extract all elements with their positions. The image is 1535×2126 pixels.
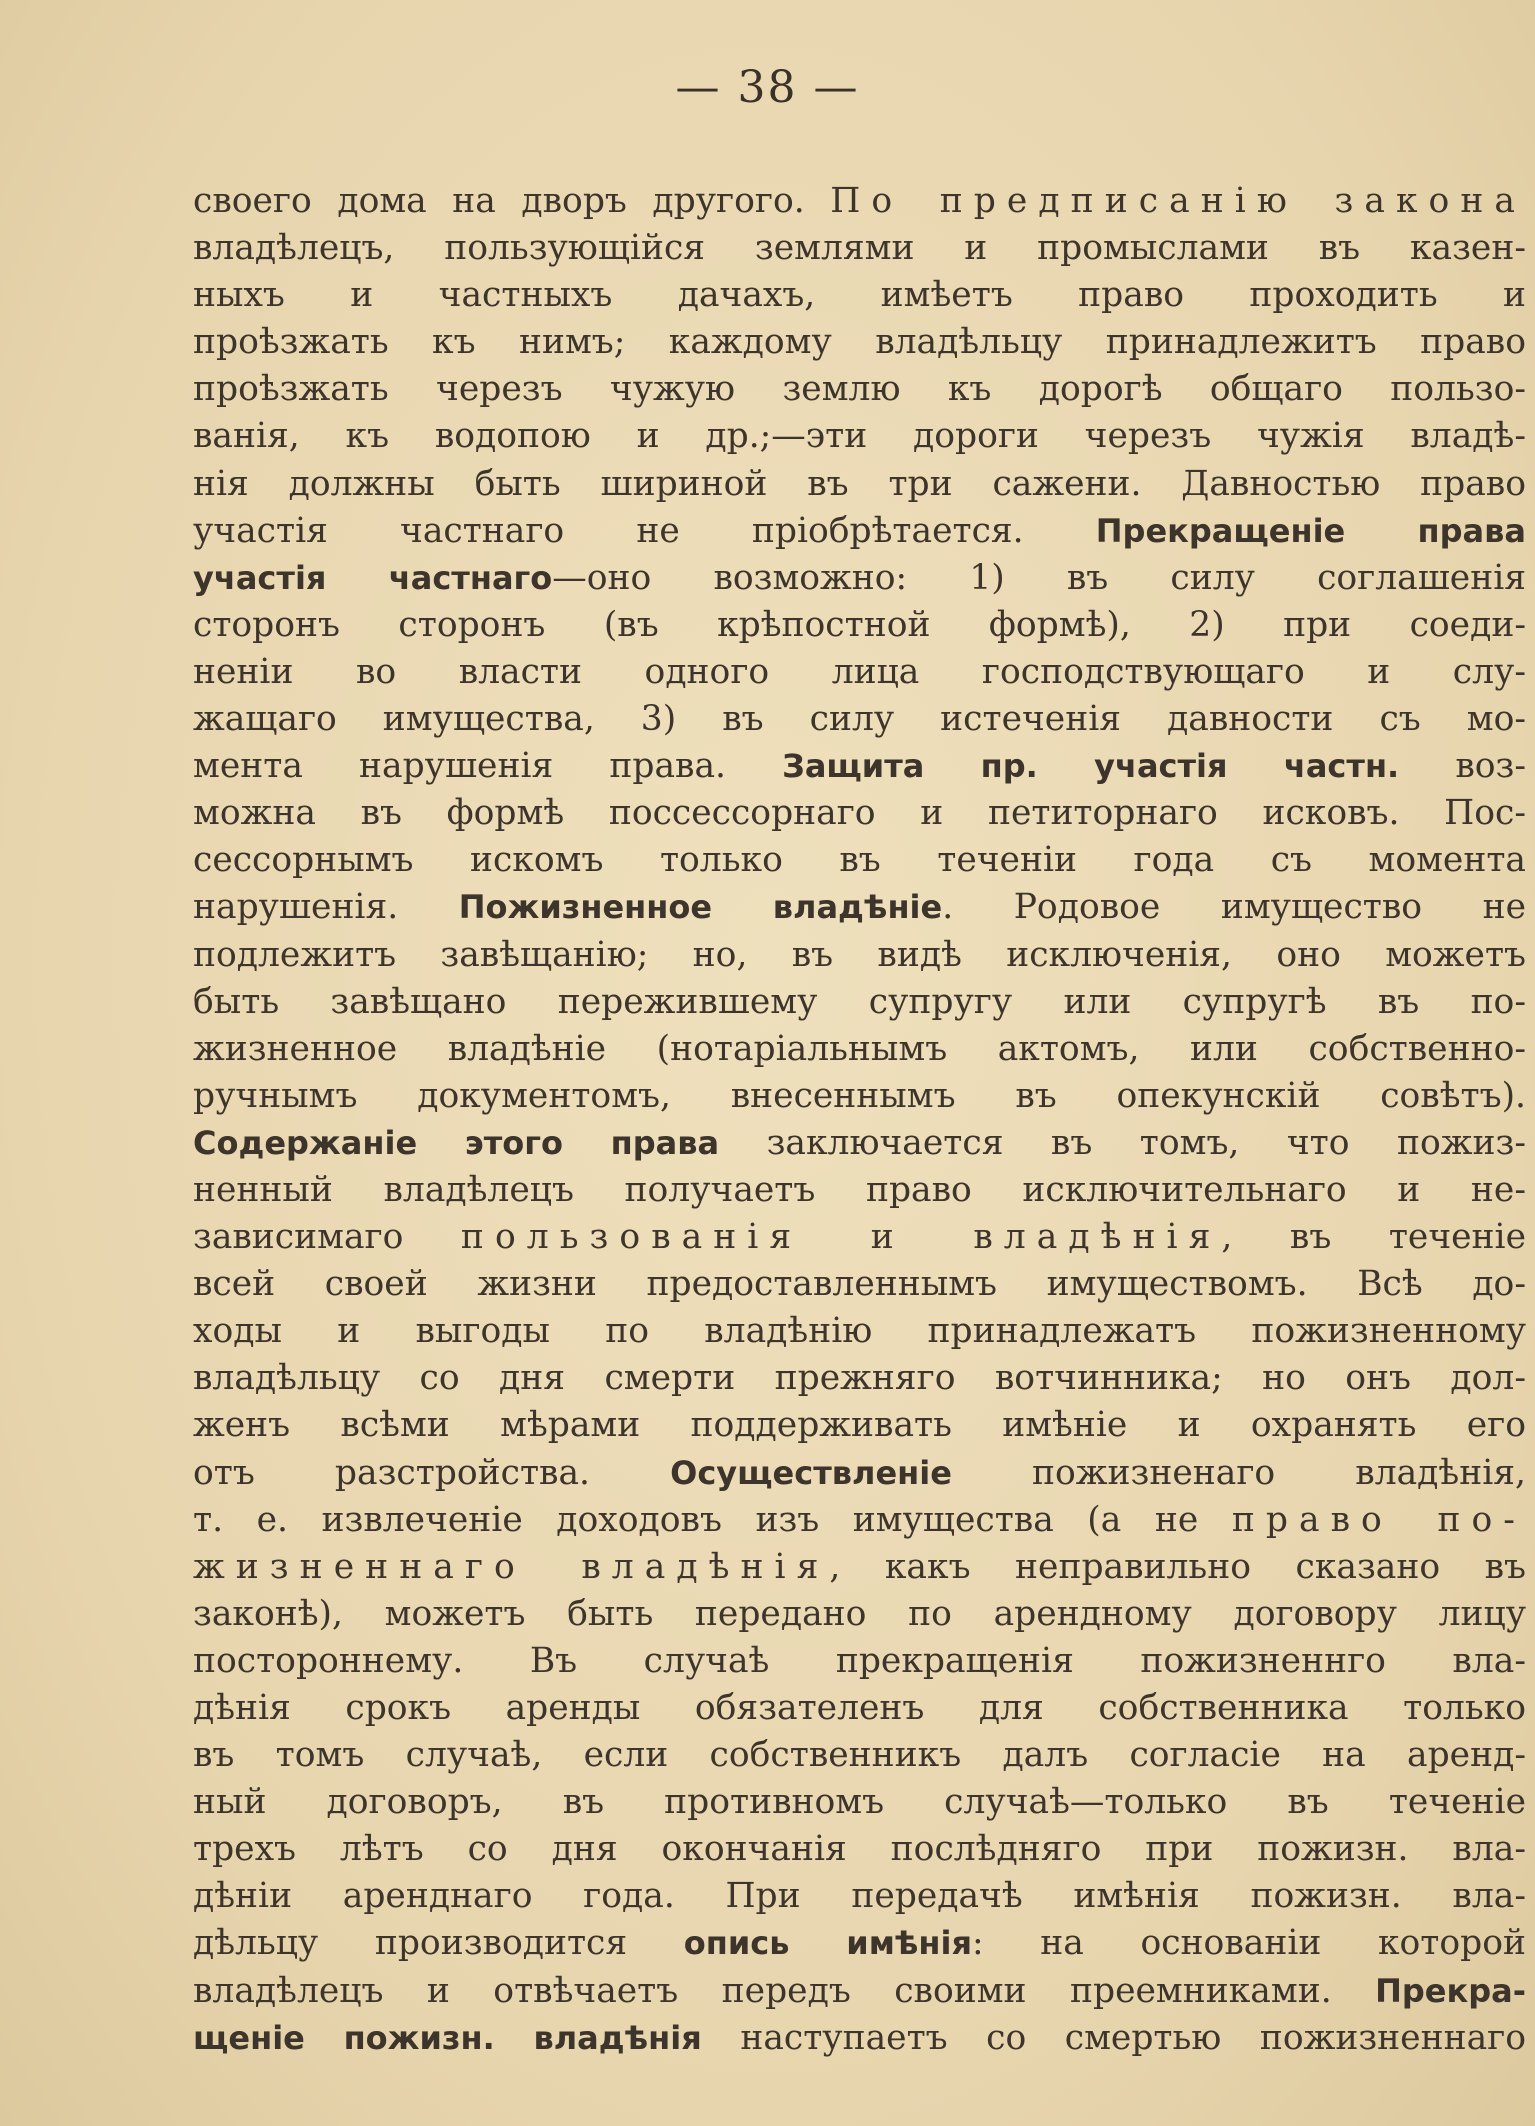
page-number: — 38 —	[675, 62, 860, 113]
body-text	[193, 178, 1526, 2062]
text-line	[193, 225, 1526, 272]
text-line	[193, 1261, 1526, 1308]
text-line	[193, 1544, 1526, 1591]
text-run: ручнымъ документомъ, внесеннымъ въ опекунскій совѣтъ).	[193, 1075, 1526, 1116]
text-line	[193, 1826, 1526, 1873]
text-run: своего дома на дворъ другого.	[193, 181, 831, 221]
text-line	[193, 1402, 1526, 1449]
text-line	[193, 508, 1526, 555]
text-line	[193, 272, 1526, 319]
bold-term: Осуществленіе	[670, 1453, 952, 1492]
text-run: подлежитъ завѣщанію; но, въ видѣ исключенія, оно можетъ	[193, 934, 1526, 975]
bold-term: Пожизненное владѣніе	[458, 888, 943, 927]
bold-term: Содержаніе этого права	[193, 1123, 720, 1162]
text-run: всей своей жизни предоставленнымъ имуществомъ. Всѣ до-	[193, 1264, 1526, 1305]
text-run: отъ разстройства.	[193, 1452, 671, 1493]
text-run: дѣнія срокъ аренды обязателенъ для собственника только	[193, 1688, 1526, 1728]
text-line	[193, 1167, 1526, 1214]
text-run: , въ теченіе	[1221, 1217, 1526, 1258]
text-run: ванія, къ водопою и др.;—эти дороги черезъ чужія владѣ-	[193, 416, 1526, 457]
text-run: дѣльцу производится	[193, 1923, 684, 1964]
text-run: можна въ формѣ поссессорнаго и петиторнаго исковъ. Пос-	[193, 793, 1526, 834]
text-run: заключается въ томъ, что пожиз-	[719, 1122, 1526, 1163]
text-line	[193, 1638, 1526, 1685]
text-line	[193, 1497, 1526, 1544]
text-run: жизненное владѣніе (нотаріальнымъ актомъ, или собственно-	[193, 1028, 1526, 1069]
text-run: ный договоръ, въ противномъ случаѣ—только въ теченіе	[193, 1782, 1526, 1823]
text-line	[193, 979, 1526, 1026]
spaced-emphasis: пользованія и владѣнія	[460, 1217, 1222, 1258]
text-line	[193, 1450, 1526, 1497]
text-run: проѣзжать къ нимъ; каждому владѣльцу принадлежитъ право	[193, 322, 1526, 363]
bold-term: Защита пр. участія частн.	[782, 747, 1400, 786]
text-line	[193, 2015, 1526, 2062]
text-run: воз-	[1399, 746, 1526, 787]
text-line	[193, 1920, 1526, 1967]
text-line	[193, 1591, 1526, 1638]
text-line	[193, 1026, 1526, 1073]
text-line	[193, 1308, 1526, 1355]
spaced-emphasis: По предписанію закона	[830, 181, 1526, 221]
text-run: въ томъ случаѣ, если собственникъ далъ согласіе на аренд-	[193, 1735, 1526, 1776]
text-run: владѣлецъ и отвѣчаетъ передъ своими преемниками.	[193, 1970, 1376, 2011]
text-line	[193, 932, 1526, 979]
text-line	[193, 1779, 1526, 1826]
text-line	[193, 696, 1526, 743]
text-line	[193, 366, 1526, 413]
text-run: сессорнымъ искомъ только въ теченіи года съ момента	[193, 840, 1526, 881]
text-line	[193, 790, 1526, 837]
text-run: ходы и выгоды по владѣнію принадлежатъ пожизненному	[193, 1311, 1526, 1352]
text-run: владѣлецъ, пользующійся землями и промыслами въ казен-	[193, 228, 1526, 269]
bold-term: Прекра-	[1375, 1971, 1526, 2010]
text-run: участія частнаго не пріобрѣтается.	[193, 510, 1096, 551]
text-run: —оно возможно: 1) въ силу соглашенія	[552, 557, 1526, 598]
spaced-emphasis: жизненнаго владѣнія	[193, 1546, 830, 1587]
text-run: нарушенія.	[193, 887, 459, 928]
text-run: сторонъ сторонъ (въ крѣпостной формѣ), 2) при соеди-	[193, 604, 1526, 645]
text-line	[193, 178, 1526, 225]
bold-term: участія частнаго	[193, 558, 553, 597]
text-run: , какъ неправильно сказано въ	[829, 1546, 1526, 1587]
bold-term: Прекращеніе права	[1095, 511, 1526, 550]
text-run: трехъ лѣтъ со дня окончанія послѣдняго при пожизн. вла-	[193, 1829, 1526, 1870]
text-run: т. е. извлеченіе доходовъ изъ имущества (а не	[193, 1499, 1232, 1540]
text-line	[193, 837, 1526, 884]
text-line	[193, 1120, 1526, 1167]
text-line	[193, 1073, 1526, 1120]
text-line	[193, 1214, 1526, 1261]
text-line	[193, 743, 1526, 790]
text-line	[193, 1355, 1526, 1402]
text-line	[193, 413, 1526, 460]
text-run: ненный владѣлецъ получаетъ право исключительнаго и не-	[193, 1169, 1526, 1210]
text-run: постороннему. Въ случаѣ прекращенія пожизненнго вла-	[193, 1640, 1526, 1681]
text-line	[193, 319, 1526, 366]
text-run: неніи во власти одного лица господствующаго и слу-	[193, 651, 1526, 692]
text-line	[193, 1968, 1526, 2015]
text-run: ныхъ и частныхъ дачахъ, имѣетъ право проходить и	[193, 275, 1526, 316]
text-run: законѣ), можетъ быть передано по арендному договору лицу	[193, 1593, 1526, 1634]
text-run: быть завѣщано пережившему супругу или супругѣ въ по-	[193, 981, 1526, 1022]
text-line	[193, 1873, 1526, 1920]
text-line	[193, 884, 1526, 931]
text-line	[193, 1685, 1526, 1732]
text-run: жащаго имущества, 3) въ силу истеченія давности съ мо-	[193, 699, 1526, 740]
text-run: нія должны быть шириной въ три сажени. Давностью право	[193, 463, 1526, 504]
text-run: дѣніи аренднаго года. При передачѣ имѣнія пожизн. вла-	[193, 1876, 1526, 1917]
text-run: зависимаго	[193, 1217, 461, 1258]
text-run: наступаетъ со смертью пожизненнаго	[701, 2017, 1526, 2058]
text-run: . Родовое имущество не	[942, 887, 1526, 928]
text-line	[193, 555, 1526, 602]
bold-term: опись имѣнія	[683, 1924, 973, 1963]
text-run: мента нарушенія права.	[193, 746, 783, 787]
text-run: пожизненаго владѣнія,	[951, 1452, 1526, 1493]
text-run: женъ всѣми мѣрами поддерживать имѣніе и охранять его	[193, 1405, 1526, 1446]
text-run: : на основаніи которой	[972, 1923, 1526, 1964]
text-run: владѣльцу со дня смерти прежняго вотчинника; но онъ дол-	[193, 1358, 1526, 1399]
text-run: проѣзжать черезъ чужую землю къ дорогѣ общаго пользо-	[193, 369, 1526, 410]
text-line	[193, 602, 1526, 649]
text-line	[193, 649, 1526, 696]
text-line	[193, 461, 1526, 508]
spaced-emphasis: право по-	[1231, 1499, 1526, 1540]
text-line	[193, 1732, 1526, 1779]
bold-term: щеніе пожизн. владѣнія	[193, 2018, 702, 2057]
